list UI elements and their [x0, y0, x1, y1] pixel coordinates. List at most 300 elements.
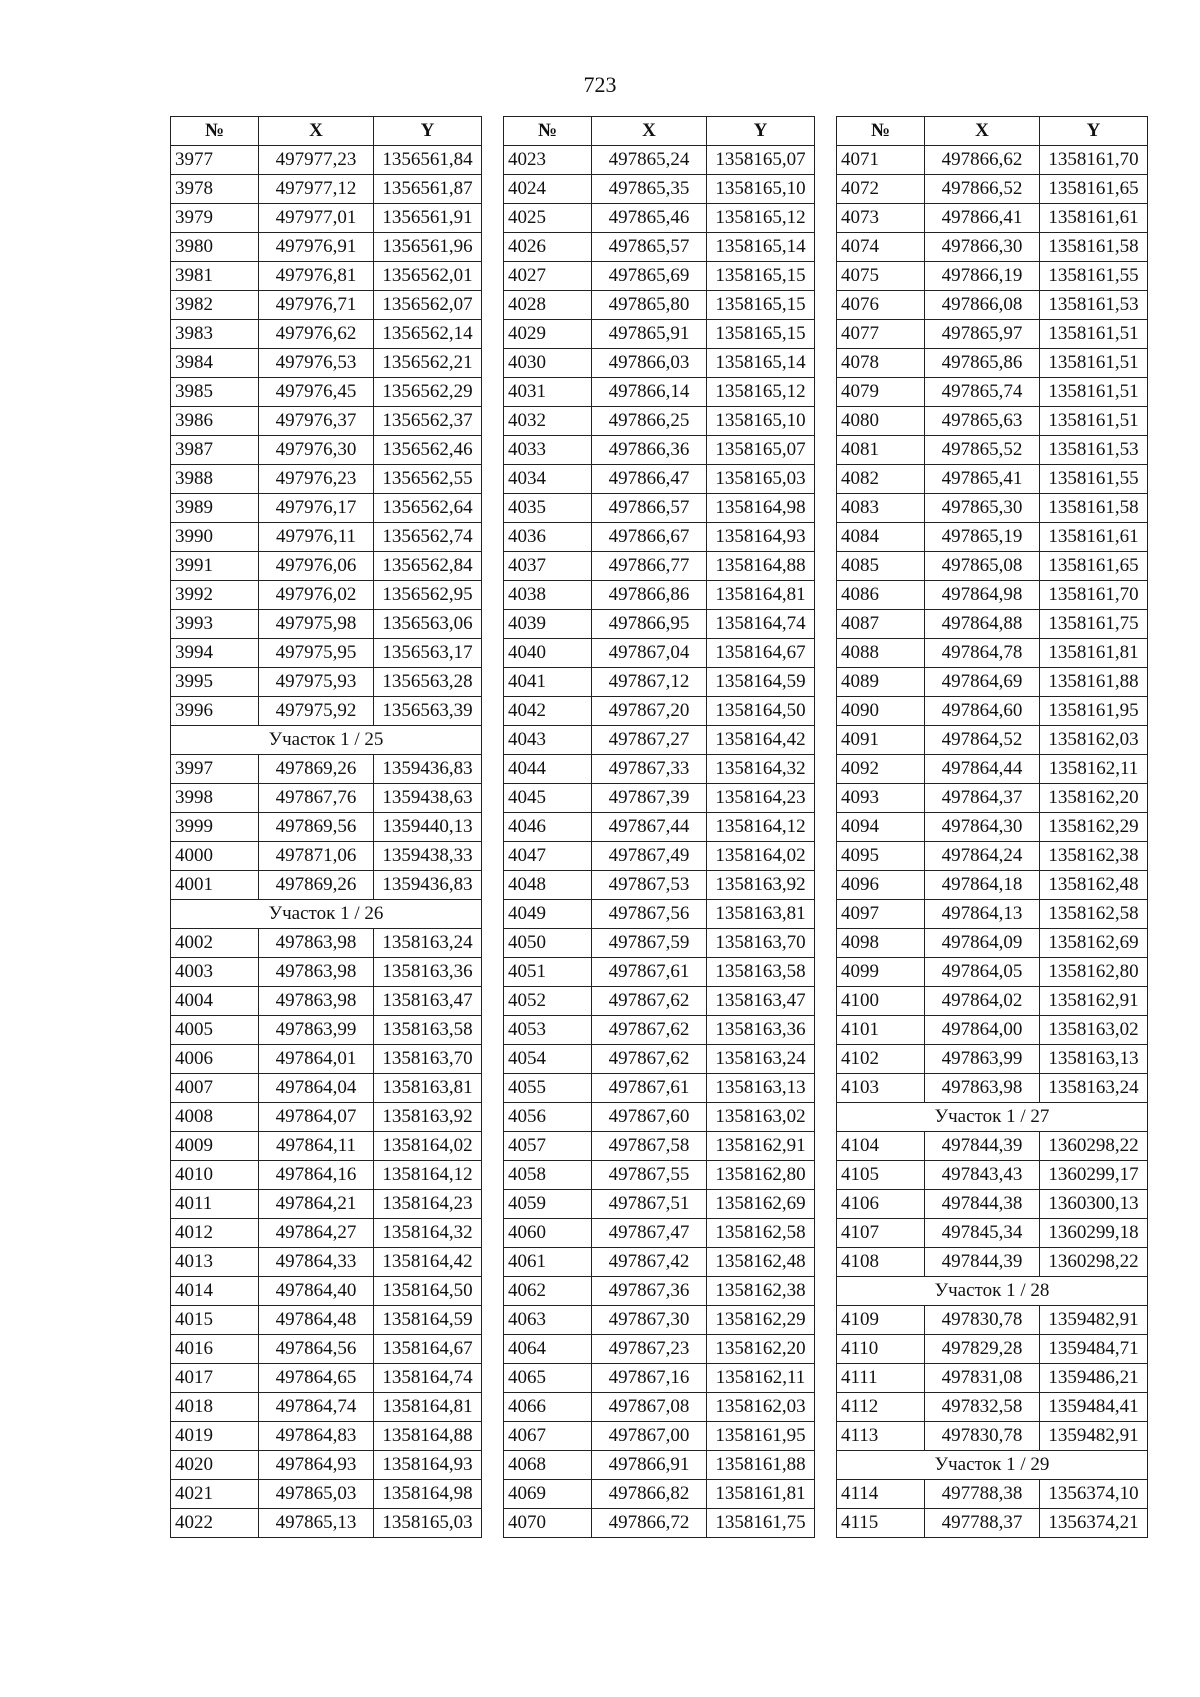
y-coordinate: 1358161,51 — [1040, 378, 1148, 407]
table-row — [504, 1306, 815, 1335]
table-row — [837, 581, 1148, 610]
point-number: 4006 — [171, 1045, 259, 1074]
table-row — [171, 552, 482, 581]
x-coordinate: 497844,39 — [925, 1132, 1040, 1161]
y-coordinate: 1358162,38 — [1040, 842, 1148, 871]
x-coordinate: 497866,95 — [592, 610, 707, 639]
x-coordinate: 497867,04 — [592, 639, 707, 668]
point-number: 4081 — [837, 436, 925, 465]
point-number: 4019 — [171, 1422, 259, 1451]
y-coordinate: 1358161,53 — [1040, 436, 1148, 465]
y-coordinate: 1358162,91 — [1040, 987, 1148, 1016]
y-coordinate: 1358164,59 — [374, 1306, 482, 1335]
y-coordinate: 1356562,64 — [374, 494, 482, 523]
y-coordinate: 1358161,55 — [1040, 262, 1148, 291]
x-coordinate: 497867,62 — [592, 1016, 707, 1045]
header-number: № — [504, 117, 592, 146]
table-header-row — [171, 117, 482, 146]
x-coordinate: 497976,02 — [259, 581, 374, 610]
table-row — [171, 697, 482, 726]
table-row — [171, 1451, 482, 1480]
y-coordinate: 1356563,06 — [374, 610, 482, 639]
x-coordinate: 497867,20 — [592, 697, 707, 726]
point-number: 4098 — [837, 929, 925, 958]
y-coordinate: 1358162,29 — [1040, 813, 1148, 842]
y-coordinate: 1358162,20 — [707, 1335, 815, 1364]
point-number: 4107 — [837, 1219, 925, 1248]
point-number: 4102 — [837, 1045, 925, 1074]
x-coordinate: 497866,08 — [925, 291, 1040, 320]
table-row — [171, 1248, 482, 1277]
x-coordinate: 497867,51 — [592, 1190, 707, 1219]
point-number: 4008 — [171, 1103, 259, 1132]
x-coordinate: 497863,99 — [925, 1045, 1040, 1074]
point-number: 4084 — [837, 523, 925, 552]
x-coordinate: 497867,33 — [592, 755, 707, 784]
table-row — [504, 726, 815, 755]
x-coordinate: 497864,60 — [925, 697, 1040, 726]
point-number: 4104 — [837, 1132, 925, 1161]
x-coordinate: 497864,98 — [925, 581, 1040, 610]
point-number: 4106 — [837, 1190, 925, 1219]
point-number: 3979 — [171, 204, 259, 233]
table-row — [504, 552, 815, 581]
y-coordinate: 1358164,23 — [374, 1190, 482, 1219]
x-coordinate: 497867,61 — [592, 1074, 707, 1103]
x-coordinate: 497867,27 — [592, 726, 707, 755]
x-coordinate: 497865,03 — [259, 1480, 374, 1509]
table-row — [171, 929, 482, 958]
point-number: 4064 — [504, 1335, 592, 1364]
table-row — [171, 175, 482, 204]
point-number: 4039 — [504, 610, 592, 639]
table-row — [837, 552, 1148, 581]
point-number: 4049 — [504, 900, 592, 929]
y-coordinate: 1358164,67 — [707, 639, 815, 668]
x-coordinate: 497867,76 — [259, 784, 374, 813]
table-row — [504, 320, 815, 349]
point-number: 4108 — [837, 1248, 925, 1277]
point-number: 4091 — [837, 726, 925, 755]
table-row — [504, 784, 815, 813]
point-number: 4115 — [837, 1509, 925, 1538]
y-coordinate: 1358163,70 — [374, 1045, 482, 1074]
x-coordinate: 497867,16 — [592, 1364, 707, 1393]
y-coordinate: 1356562,29 — [374, 378, 482, 407]
x-coordinate: 497976,23 — [259, 465, 374, 494]
x-coordinate: 497863,98 — [259, 987, 374, 1016]
x-coordinate: 497865,63 — [925, 407, 1040, 436]
point-number: 4013 — [171, 1248, 259, 1277]
section-title: Участок 1 / 27 — [837, 1103, 1148, 1132]
point-number: 4060 — [504, 1219, 592, 1248]
point-number: 4112 — [837, 1393, 925, 1422]
y-coordinate: 1358164,98 — [707, 494, 815, 523]
point-number: 3999 — [171, 813, 259, 842]
y-coordinate: 1359438,63 — [374, 784, 482, 813]
table-row — [504, 1277, 815, 1306]
point-number: 4015 — [171, 1306, 259, 1335]
table-row — [504, 436, 815, 465]
point-number: 4074 — [837, 233, 925, 262]
table-row — [171, 1219, 482, 1248]
x-coordinate: 497867,58 — [592, 1132, 707, 1161]
table-header-row — [504, 117, 815, 146]
table-row — [504, 987, 815, 1016]
table-row — [504, 900, 815, 929]
point-number: 4077 — [837, 320, 925, 349]
y-coordinate: 1356562,21 — [374, 349, 482, 378]
x-coordinate: 497830,78 — [925, 1422, 1040, 1451]
y-coordinate: 1358161,75 — [707, 1509, 815, 1538]
point-number: 4087 — [837, 610, 925, 639]
table-row — [837, 726, 1148, 755]
y-coordinate: 1358162,58 — [707, 1219, 815, 1248]
x-coordinate: 497867,62 — [592, 987, 707, 1016]
table-row — [837, 320, 1148, 349]
point-number: 3990 — [171, 523, 259, 552]
y-coordinate: 1358164,98 — [374, 1480, 482, 1509]
x-coordinate: 497864,74 — [259, 1393, 374, 1422]
table-row — [171, 871, 482, 900]
table-row — [504, 1451, 815, 1480]
point-number: 3995 — [171, 668, 259, 697]
point-number: 4090 — [837, 697, 925, 726]
x-coordinate: 497867,60 — [592, 1103, 707, 1132]
point-number: 4083 — [837, 494, 925, 523]
table-row — [504, 1161, 815, 1190]
table-row — [504, 610, 815, 639]
header-x: X — [592, 117, 707, 146]
point-number: 3980 — [171, 233, 259, 262]
table-row — [171, 784, 482, 813]
y-coordinate: 1358161,88 — [707, 1451, 815, 1480]
x-coordinate: 497864,78 — [925, 639, 1040, 668]
y-coordinate: 1358163,24 — [374, 929, 482, 958]
y-coordinate: 1356563,28 — [374, 668, 482, 697]
table-row — [171, 1045, 482, 1074]
x-coordinate: 497864,56 — [259, 1335, 374, 1364]
table-row — [171, 436, 482, 465]
point-number: 4011 — [171, 1190, 259, 1219]
table-row — [837, 813, 1148, 842]
y-coordinate: 1358164,88 — [374, 1422, 482, 1451]
y-coordinate: 1358161,51 — [1040, 320, 1148, 349]
y-coordinate: 1358161,51 — [1040, 407, 1148, 436]
point-number: 4067 — [504, 1422, 592, 1451]
x-coordinate: 497865,13 — [259, 1509, 374, 1538]
y-coordinate: 1359484,41 — [1040, 1393, 1148, 1422]
x-coordinate: 497977,23 — [259, 146, 374, 175]
table-row — [837, 668, 1148, 697]
point-number: 4037 — [504, 552, 592, 581]
table-row — [837, 1480, 1148, 1509]
section-title: Участок 1 / 25 — [171, 726, 482, 755]
x-coordinate: 497866,67 — [592, 523, 707, 552]
point-number: 4025 — [504, 204, 592, 233]
x-coordinate: 497864,04 — [259, 1074, 374, 1103]
y-coordinate: 1358161,81 — [707, 1480, 815, 1509]
x-coordinate: 497867,00 — [592, 1422, 707, 1451]
y-coordinate: 1358163,24 — [1040, 1074, 1148, 1103]
table-row — [837, 146, 1148, 175]
x-coordinate: 497867,42 — [592, 1248, 707, 1277]
x-coordinate: 497976,17 — [259, 494, 374, 523]
table-row — [837, 639, 1148, 668]
y-coordinate: 1358162,29 — [707, 1306, 815, 1335]
table-row — [504, 291, 815, 320]
y-coordinate: 1359486,21 — [1040, 1364, 1148, 1393]
y-coordinate: 1358164,81 — [707, 581, 815, 610]
section-row — [171, 726, 482, 755]
table-row — [504, 378, 815, 407]
y-coordinate: 1358164,50 — [374, 1277, 482, 1306]
point-number: 4072 — [837, 175, 925, 204]
y-coordinate: 1358165,12 — [707, 204, 815, 233]
x-coordinate: 497867,61 — [592, 958, 707, 987]
point-number: 3984 — [171, 349, 259, 378]
table-row — [171, 1335, 482, 1364]
table-row — [837, 1132, 1148, 1161]
table-row — [171, 755, 482, 784]
x-coordinate: 497867,12 — [592, 668, 707, 697]
x-coordinate: 497863,98 — [259, 929, 374, 958]
point-number: 4033 — [504, 436, 592, 465]
x-coordinate: 497864,33 — [259, 1248, 374, 1277]
table-row — [171, 465, 482, 494]
y-coordinate: 1358161,70 — [1040, 581, 1148, 610]
y-coordinate: 1358163,70 — [707, 929, 815, 958]
y-coordinate: 1358165,15 — [707, 320, 815, 349]
x-coordinate: 497864,21 — [259, 1190, 374, 1219]
table-row — [504, 1103, 815, 1132]
y-coordinate: 1359438,33 — [374, 842, 482, 871]
point-number: 3982 — [171, 291, 259, 320]
table-row — [504, 871, 815, 900]
y-coordinate: 1358162,11 — [1040, 755, 1148, 784]
x-coordinate: 497866,36 — [592, 436, 707, 465]
x-coordinate: 497866,47 — [592, 465, 707, 494]
y-coordinate: 1358161,70 — [1040, 146, 1148, 175]
x-coordinate: 497867,49 — [592, 842, 707, 871]
table-row — [171, 494, 482, 523]
table-header-row — [837, 117, 1148, 146]
x-coordinate: 497976,11 — [259, 523, 374, 552]
point-number: 4032 — [504, 407, 592, 436]
table-row — [837, 1509, 1148, 1538]
y-coordinate: 1358164,02 — [707, 842, 815, 871]
point-number: 3986 — [171, 407, 259, 436]
point-number: 4044 — [504, 755, 592, 784]
point-number: 4071 — [837, 146, 925, 175]
x-coordinate: 497975,93 — [259, 668, 374, 697]
table-row — [171, 813, 482, 842]
table-row — [837, 1161, 1148, 1190]
point-number: 3994 — [171, 639, 259, 668]
table-row — [504, 1248, 815, 1277]
y-coordinate: 1358165,03 — [707, 465, 815, 494]
table-row — [504, 668, 815, 697]
table-row — [504, 1045, 815, 1074]
y-coordinate: 1360299,17 — [1040, 1161, 1148, 1190]
x-coordinate: 497867,55 — [592, 1161, 707, 1190]
x-coordinate: 497864,52 — [925, 726, 1040, 755]
table-row — [504, 1422, 815, 1451]
x-coordinate: 497864,18 — [925, 871, 1040, 900]
point-number: 4053 — [504, 1016, 592, 1045]
y-coordinate: 1359482,91 — [1040, 1422, 1148, 1451]
y-coordinate: 1356561,96 — [374, 233, 482, 262]
point-number: 3993 — [171, 610, 259, 639]
point-number: 3977 — [171, 146, 259, 175]
point-number: 4093 — [837, 784, 925, 813]
point-number: 3998 — [171, 784, 259, 813]
table-row — [837, 1248, 1148, 1277]
point-number: 4021 — [171, 1480, 259, 1509]
y-coordinate: 1358165,07 — [707, 146, 815, 175]
table-row — [171, 262, 482, 291]
y-coordinate: 1359440,13 — [374, 813, 482, 842]
x-coordinate: 497976,37 — [259, 407, 374, 436]
table-row — [837, 900, 1148, 929]
point-number: 4051 — [504, 958, 592, 987]
x-coordinate: 497829,28 — [925, 1335, 1040, 1364]
y-coordinate: 1358164,02 — [374, 1132, 482, 1161]
table-row — [837, 175, 1148, 204]
table-row — [837, 1016, 1148, 1045]
y-coordinate: 1358164,42 — [374, 1248, 482, 1277]
x-coordinate: 497865,69 — [592, 262, 707, 291]
point-number: 4048 — [504, 871, 592, 900]
point-number: 3981 — [171, 262, 259, 291]
x-coordinate: 497863,99 — [259, 1016, 374, 1045]
point-number: 4113 — [837, 1422, 925, 1451]
point-number: 4086 — [837, 581, 925, 610]
y-coordinate: 1359436,83 — [374, 755, 482, 784]
point-number: 4058 — [504, 1161, 592, 1190]
x-coordinate: 497976,06 — [259, 552, 374, 581]
table-row — [171, 639, 482, 668]
x-coordinate: 497865,35 — [592, 175, 707, 204]
y-coordinate: 1358164,12 — [707, 813, 815, 842]
point-number: 4110 — [837, 1335, 925, 1364]
point-number: 4057 — [504, 1132, 592, 1161]
coordinate-table-1 — [170, 116, 482, 1538]
y-coordinate: 1360298,22 — [1040, 1248, 1148, 1277]
table-row — [837, 842, 1148, 871]
y-coordinate: 1358162,91 — [707, 1132, 815, 1161]
x-coordinate: 497976,62 — [259, 320, 374, 349]
y-coordinate: 1358162,20 — [1040, 784, 1148, 813]
table-row — [171, 1509, 482, 1538]
x-coordinate: 497866,62 — [925, 146, 1040, 175]
point-number: 4024 — [504, 175, 592, 204]
x-coordinate: 497865,57 — [592, 233, 707, 262]
header-y: Y — [1040, 117, 1148, 146]
table-row — [504, 1190, 815, 1219]
table-row — [171, 1422, 482, 1451]
table-row — [837, 784, 1148, 813]
x-coordinate: 497866,52 — [925, 175, 1040, 204]
point-number: 4062 — [504, 1277, 592, 1306]
x-coordinate: 497865,91 — [592, 320, 707, 349]
page-number: 723 — [583, 72, 617, 97]
y-coordinate: 1358165,15 — [707, 262, 815, 291]
table-row — [837, 465, 1148, 494]
point-number: 4035 — [504, 494, 592, 523]
point-number: 4043 — [504, 726, 592, 755]
point-number: 3989 — [171, 494, 259, 523]
table-row — [837, 1219, 1148, 1248]
point-number: 4068 — [504, 1451, 592, 1480]
table-row — [504, 581, 815, 610]
x-coordinate: 497976,71 — [259, 291, 374, 320]
y-coordinate: 1358161,61 — [1040, 523, 1148, 552]
table-row — [837, 233, 1148, 262]
point-number: 4031 — [504, 378, 592, 407]
y-coordinate: 1358163,58 — [707, 958, 815, 987]
table-row — [504, 1393, 815, 1422]
table-row — [837, 929, 1148, 958]
x-coordinate: 497864,65 — [259, 1364, 374, 1393]
point-number: 4007 — [171, 1074, 259, 1103]
y-coordinate: 1356562,07 — [374, 291, 482, 320]
table-row — [171, 320, 482, 349]
point-number: 4056 — [504, 1103, 592, 1132]
y-coordinate: 1358161,53 — [1040, 291, 1148, 320]
table-row — [504, 233, 815, 262]
y-coordinate: 1356562,46 — [374, 436, 482, 465]
table-row — [837, 1422, 1148, 1451]
x-coordinate: 497975,98 — [259, 610, 374, 639]
point-number: 4018 — [171, 1393, 259, 1422]
point-number: 4014 — [171, 1277, 259, 1306]
point-number: 3983 — [171, 320, 259, 349]
x-coordinate: 497867,08 — [592, 1393, 707, 1422]
y-coordinate: 1358164,32 — [374, 1219, 482, 1248]
table-row — [171, 1277, 482, 1306]
table-row — [504, 1364, 815, 1393]
x-coordinate: 497865,24 — [592, 146, 707, 175]
table-row — [504, 929, 815, 958]
table-row — [837, 755, 1148, 784]
section-title: Участок 1 / 26 — [171, 900, 482, 929]
y-coordinate: 1358165,12 — [707, 378, 815, 407]
x-coordinate: 497864,48 — [259, 1306, 374, 1335]
y-coordinate: 1358163,36 — [707, 1016, 815, 1045]
x-coordinate: 497844,39 — [925, 1248, 1040, 1277]
table-row — [171, 523, 482, 552]
x-coordinate: 497867,30 — [592, 1306, 707, 1335]
x-coordinate: 497864,27 — [259, 1219, 374, 1248]
point-number: 3988 — [171, 465, 259, 494]
y-coordinate: 1358164,12 — [374, 1161, 482, 1190]
x-coordinate: 497865,41 — [925, 465, 1040, 494]
table-row — [504, 465, 815, 494]
point-number: 4079 — [837, 378, 925, 407]
point-number: 4082 — [837, 465, 925, 494]
table-row — [171, 204, 482, 233]
x-coordinate: 497865,46 — [592, 204, 707, 233]
point-number: 4027 — [504, 262, 592, 291]
point-number: 3996 — [171, 697, 259, 726]
x-coordinate: 497844,38 — [925, 1190, 1040, 1219]
x-coordinate: 497867,47 — [592, 1219, 707, 1248]
point-number: 4061 — [504, 1248, 592, 1277]
table-row — [504, 1335, 815, 1364]
x-coordinate: 497867,23 — [592, 1335, 707, 1364]
table-row — [837, 1074, 1148, 1103]
